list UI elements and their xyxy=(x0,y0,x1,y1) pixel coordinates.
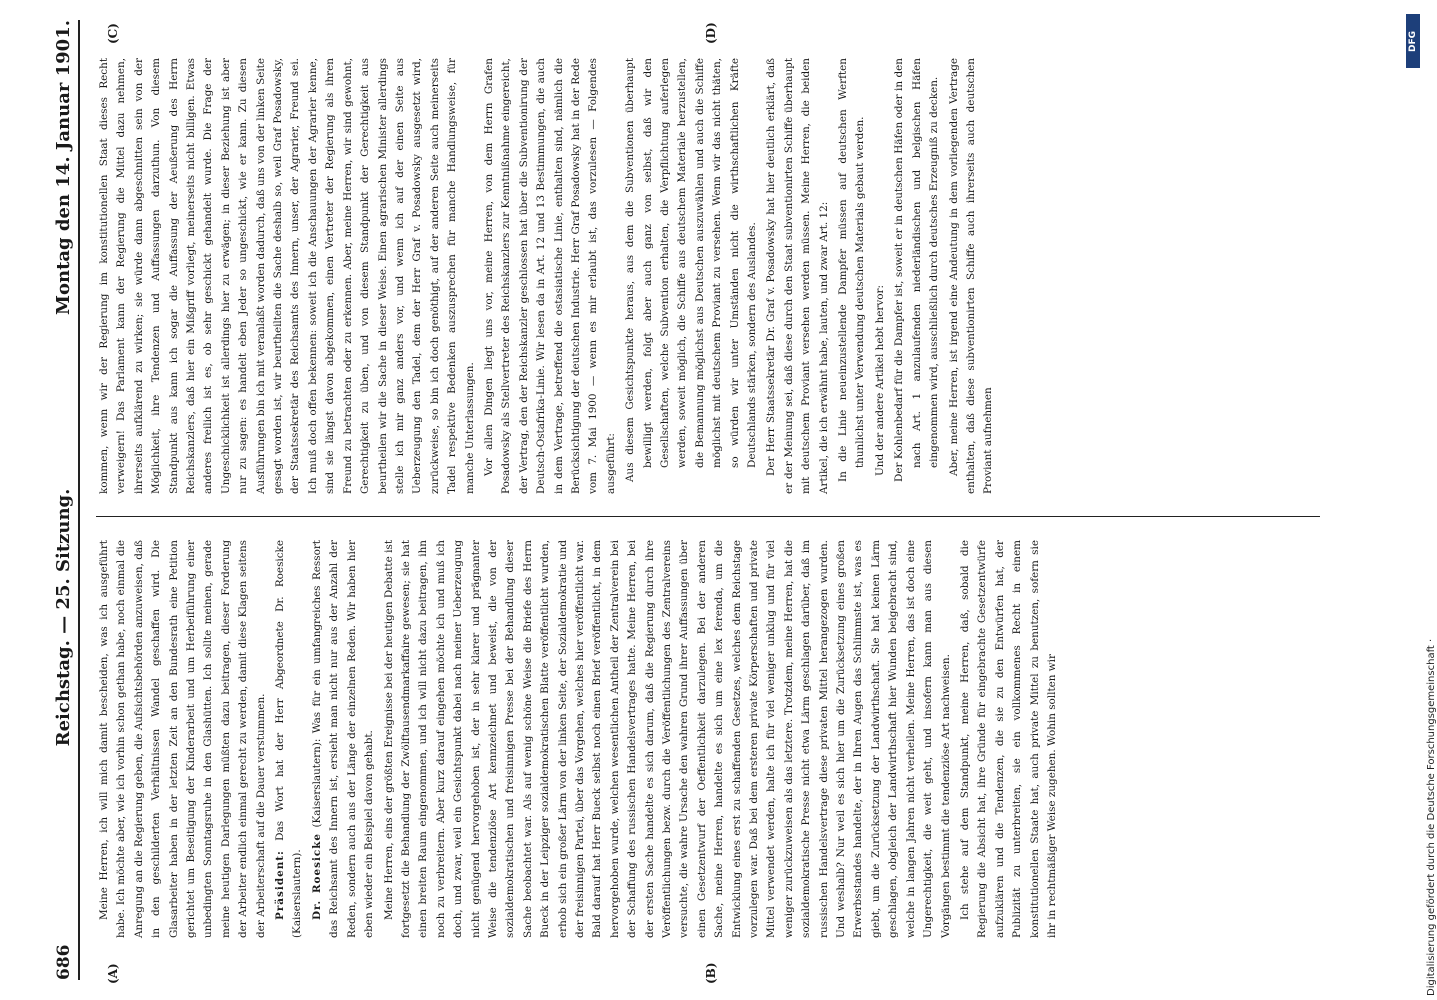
session-title: Reichstag. — 25. Sitzung. xyxy=(53,488,74,747)
page-number: 686 xyxy=(54,944,74,980)
quotation: Aus diesem Gesichtspunkte heraus, aus dem die Subventionen überhaupt bewilligt werden, folgt aber auch ganz von selbst, daß wir den Gesellschaften, welche Subvention erhalten, die Verpflichtung auferlegen werden, soweit möglich, die Schiffe aus deutschem Materiale herzustellen, die Bemannung möglichst aus Deutschen auszuwählen und auch die Schiffe möglichst mit deutschem Proviant zu versehen. Wenn wir das nicht thäten, so würden wir unter Umständen nicht die wirthschaftlichen Kräfte Deutschlands stärken, sondern des Auslandes. xyxy=(624,58,759,482)
column-divider xyxy=(96,516,1320,517)
paragraph: kommen, wenn wir der Regierung im konstitutionellen Staat dieses Recht verweigern! Das Parlament kann der Regierung die Mittel dazu nehmen, ihrerseits aufklärend zu wirken; sie würde dann abgeschnitten sein von der Möglichkeit, ihre Tendenzen und Auffassungen darzuthun. Von diesem Standpunkt aus kann ich sogar die Auffassung der Aeußerung des Herrn Reichskanzlers, daß hier ein Mißgriff vorliegt, meinerseits nicht billigen. Etwas anderes freilich ist es, ob sehr geschickt gehandelt wurde. Die Frage der Ungeschicklichkeit ist allerdings hier zu erwägen; in dieser Beziehung ist aber nur zu sagen: es handelt eben Jeder so ungeschickt, wie er kann. Zu diesen Ausführungen bin ich mit veranlaßt worden dadurch, daß uns von der linken Seite gesagt worden ist, wir beurtheilten die Sache deshalb so, weil Graf Posadowsky, der Staatssekretär des Reichsamts des Innern, unser, der Agrarier, Freund sei. Ich muß doch offen bekennen: soweit ich die Anschauungen der Agrarier kenne, sind sie längst davon abgekommen, einen Vertreter der Regierung als ihren Freund zu betrachten oder zu erkennen. Aber, meine Herren, wir sind gewohnt, Gerechtigkeit zu üben, und von diesem Standpunkt der Gerechtigkeit aus beurtheilen wir die Sache in dieser Weise. Einen agrarischen Minister allerdings stelle ich mir ganz anders vor, und wenn ich auf der einen Seite aus Ueberzeugung den Tadel, dem der Herr Graf v. Posadowsky ausgesetzt wird, zurückweise, so bin ich doch genöthigt, auf der anderen Seite auch meinerseits Tadel respektive Bedenken auszusprechen für manche Handlungsweise, für manche Unterlassungen. xyxy=(98,58,476,494)
left-column xyxy=(96,540,1340,938)
margin-marker-a: (A) xyxy=(106,963,120,984)
paragraph: Vor allen Dingen liegt uns vor, meine Herren, von dem Herrn Grafen Posadowsky als Stellvertreter des Reichskanzlers zur Kenntnißnahme eingereicht, der Vertrag, den der Reichskanzler geschlossen hat über die Subventionirung der Deutsch-Ostafrika-Linie. Wir lesen da in Art. 12 und 13 Bestimmungen, die auch in dem Vertrage, betreffend die ostasiatische Linie, enthalten sind, nämlich die Berücksichtigung der deutschen Industrie. Herr Graf Posadowsky hat in der Rede vom 7. Mai 1900 — wenn es mir erlaubt ist, das vorzulesen — Folgendes ausgeführt: xyxy=(482,58,617,494)
margin-marker-b: (B) xyxy=(704,962,718,984)
right-column xyxy=(96,58,1340,494)
margin-marker-c: (C) xyxy=(106,23,120,44)
session-date: Montag den 14. Januar 1901. xyxy=(53,20,74,315)
digitization-credit xyxy=(1402,8,1437,998)
speaker-name: Dr. Roesicke xyxy=(310,832,323,920)
paragraph: Meine Herren, eins der größten Ereignisse bei der heutigen Debatte ist fortgesetzt die Behandlung der Zwölftausendmarkaffaire gewesen; sie hat einen breiten Raum eingenommen, und ich will nicht dazu beitragen, ihn noch zu verbreitern. Aber kurz darauf eingehen möchte ich und muß ich doch, und zwar, weil ein Gesichtspunkt dabei nach meiner Ueberzeugung nicht genügend hervorgehoben ist, der in sehr klarer und prägnanter Weise die tendenziöse Art kennzeichnet und beweist, die von der sozialdemokratischen und freisinnigen Presse bei der Behandlung dieser Sache beobachtet war. Als auf wenig schöne Weise die Briefe des Herrn Bueck in der Leipziger sozialdemokratischen Blatte veröffentlicht wurden, erhob sich ein großer Lärm von der linken Seite, der Sozialdemokratie und der freisinnigen Partei, über das Vorgehen, welches hier veröffentlicht war. Bald darauf hat Herr Bueck selbst noch einen Brief veröffentlicht, in dem hervorgehoben wurde, welchen wesentlichen Antheil der Zentralverein bei der Schaffung des russischen Handelsvertrages hatte. Meine Herren, bei der ersten Sache handelte es sich darum, daß die Regierung durch ihre Veröffentlichungen bezw. durch die Veröffentlichungen des Zentralvereins versuchte, die wahre Ursache den wahren Grund ihrer Auffassungen über einen Gesetzentwurf der Oeffentlichkeit darzulegen. Bei der anderen Sache, meine Herren, handelte es sich um eine lex ferenda, um die Entwicklung eines erst zu schaffenden Gesetzes, welches dem Reichstage vorzulegen war. Daß bei dem ersteren private Körperschaften und private Mittel verwendet werden, halte ich für viel weniger unklug und für viel weniger zurückzuweisen als das letztere. Trotzdem, meine Herren, hat die sozialdemokratische Presse nicht etwa Lärm geschlagen darüber, daß im russischen Handelsvertrage diese privaten Mittel herangezogen wurden. Und weshalb? Nur weil es sich hier um die Zurücksetzung eines großen Erwerbsstandes handelte, der in Ihren Augen das Schlimmste ist, was es giebt, um die Zurücksetzung der Landwirthschaft. Sie hat keinen Lärm geschlagen, obgleich der Landwirthschaft hier Wunden beigebracht sind, welche in langen Jahren nicht verheilen. Meine Herren, das ist doch eine Ungerechtigkeit, die weit geht, und insofern kann man aus diesen Vorgängen bestimmt die tendenziöse Art nachweisen. xyxy=(382,540,952,938)
paragraph: Ich stehe auf dem Standpunkt, meine Herren, daß, sobald die Regierung die Absicht hat, ihre Gründe für eingebrachte Gesetzentwürfe aufzuklären und die Tendenzen, die sie zu den Entwürfen hat, der Publizität zu unterbreiten, sie ein vollkommenes Recht in einem konstitutionellen Staate hat, auch private Mittel zu benutzen, sofern sie ihr in rechtmäßiger Weise zugehen. Wohin sollten wir xyxy=(958,540,1058,938)
paragraph: Und der andere Artikel hebt hervor: xyxy=(873,285,886,476)
paragraph xyxy=(309,540,379,938)
margin-marker-d: (D) xyxy=(704,22,718,44)
speech-text: (Kaiserslautern): Was für ein umfangreiches Ressort das Reichsamt des Innern ist, ersieht man nicht nur aus der Anzahl der Reden, sondern auch aus der Länge der einzelnen Reden. Wir haben hier eben wieder ein Beispiel davon gehabt. xyxy=(310,540,376,938)
speaker-name: Präsident: xyxy=(274,850,287,920)
digitization-note: Digitalisierung gefördert durch die Deutsche Forschungsgemeinschaft · xyxy=(1426,638,1437,996)
quotation: In die Linie neueinzustellende Dampfer müssen auf deutschen Werften thunlichst unter Verwendung deutschen Materials gebaut werden. xyxy=(837,58,867,482)
paragraph: Aber, meine Herren, ist irgend eine Andeutung in dem vorliegenden Vertrage enthalten, daß diese subventionirten Schiffe auch ihrerseits auch deutschen Proviant aufnehmen xyxy=(947,58,995,494)
page-header xyxy=(30,20,80,980)
quotation: Der Kohlenbedarf für die Dampfer ist, soweit er in deutschen Häfen oder in den nach Art. 1 anzulaufenden niederländischen und belgischen Häfen eingenommen wird, ausschließlich durch deutsches Erzeugniß zu decken. xyxy=(893,58,941,482)
speech-text: Das Wort hat der Herr Abgeordnete Dr. Roesicke (Kaiserslautern). xyxy=(274,540,304,938)
paragraph xyxy=(272,540,307,938)
paragraph: Meine Herren, ich will mich damit bescheiden, was ich ausgeführt habe. Ich möchte aber, wie ich vorhin schon gethan habe, noch einmal die Anregung an die Regierung geben, die Aufsichtsbehörden anzuweisen, daß in den geschilderten Verhältnissen Wandel geschaffen wird. Die Glasarbeiter haben in der letzten Zeit an den Bundesrath eine Petition gerichtet um Beseitigung der Kinderarbeit und um Herbeiführung einer unbedingten Sonntagsruhe in den Glashütten. Ich sollte meinen, gerade meine heutigen Darlegungen müßten dazu beitragen, dieser Forderung der Arbeiter endlich einmal gerecht zu werden, damit diese Klagen seitens der Arbeiterschaft auf die Dauer verstummen. xyxy=(98,540,267,938)
paragraph: Der Herr Staatssekretär Dr. Graf v. Posadowsky hat hier deutlich erklärt, daß er der Meinung sei, daß diese durch den Staat subventionirten Schiffe überhaupt mit deutschem Proviant versehen werden müssen. Meine Herren, die beiden Artikel, die ich erwähnt habe, lauten, und zwar Art. 12: xyxy=(765,58,830,494)
dfg-logo: DFG xyxy=(1406,14,1420,68)
